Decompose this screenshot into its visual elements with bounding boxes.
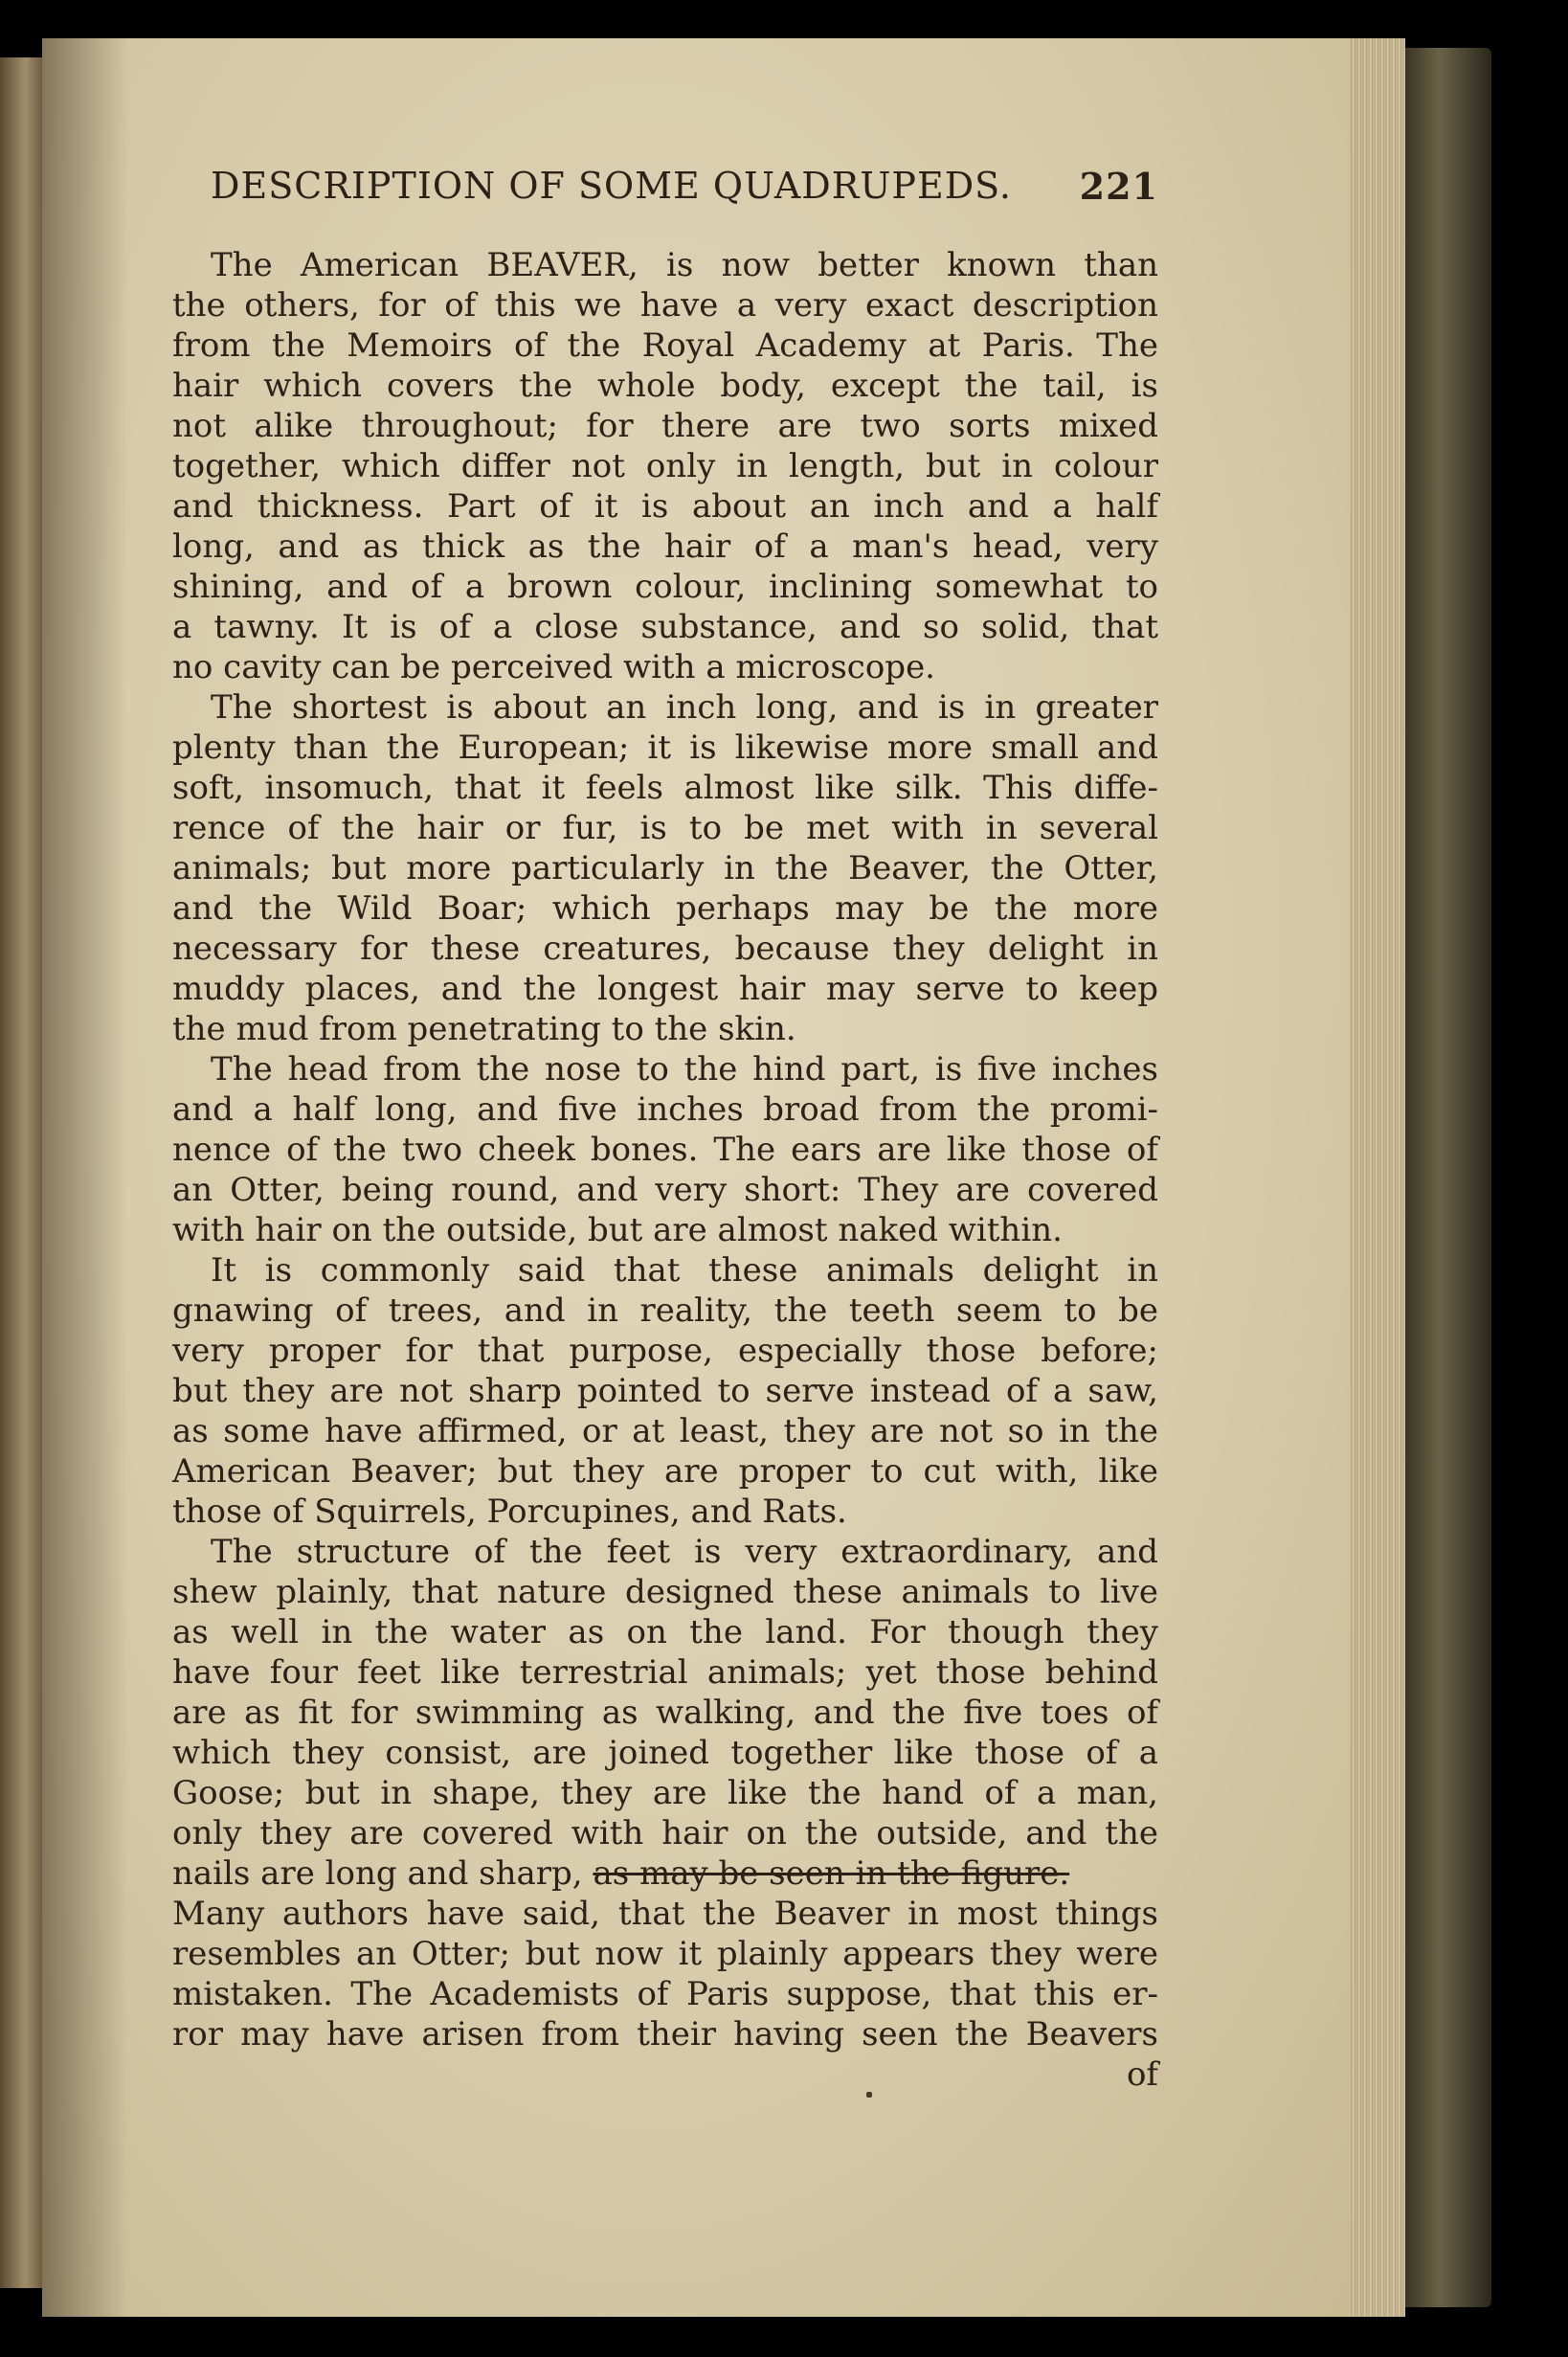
text-line: The structure of the feet is very extraordinary, and (211, 1533, 1158, 1571)
text-line: the mud from penetrating to the skin. (172, 1010, 796, 1048)
text-line: and a half long, and five inches broad from the promi- (172, 1090, 1158, 1129)
text-line: The shortest is about an inch long, and is in greater (211, 688, 1158, 727)
text-fragment: nails are long and sharp, (172, 1854, 583, 1893)
page-number: 221 (1079, 165, 1158, 208)
text-line: with hair on the outside, but are almost naked within. (172, 1211, 1063, 1249)
text-line: together, which differ not only in length, but in colour (172, 447, 1158, 485)
text-line: American Beaver; but they are proper to cut with, like (172, 1452, 1158, 1491)
text-line: only they are covered with hair on the outside, and the (172, 1814, 1158, 1852)
text-line: muddy places, and the longest hair may serve to keep (172, 970, 1158, 1008)
text-line: shining, and of a brown colour, inclining somewhat to (172, 568, 1158, 606)
text-line: long, and as thick as the hair of a man's head, very (172, 528, 1158, 566)
text-line: necessary for these creatures, because they delight in (172, 930, 1158, 968)
text-line: and the Wild Boar; which perhaps may be the more (172, 889, 1158, 928)
running-title: DESCRIPTION OF SOME QUADRUPEDS. (211, 165, 1012, 207)
text-line: mistaken. The Academists of Paris suppose, that this er- (172, 1975, 1158, 2013)
previous-leaf-edge (0, 57, 42, 2288)
fore-edge-pages (1350, 38, 1405, 2317)
text-line: which they consist, are joined together like those of a (172, 1734, 1158, 1772)
text-line: Many authors have said, that the Beaver in most things (172, 1895, 1158, 1933)
text-line: those of Squirrels, Porcupines, and Rats. (172, 1493, 847, 1531)
text-block (172, 153, 1158, 2221)
text-line: gnawing of trees, and in reality, the teeth seem to be (172, 1291, 1158, 1330)
book-cover-edge (1405, 48, 1491, 2307)
text-line: and thickness. Part of it is about an inch and a half (172, 487, 1158, 526)
text-line: animals; but more particularly in the Beaver, the Otter, (172, 849, 1158, 887)
gutter-shadow (42, 38, 128, 2317)
text-line: not alike throughout; for there are two sorts mixed (172, 407, 1158, 445)
text-line: soft, insomuch, that it feels almost like silk. This diffe- (172, 769, 1158, 807)
text-line: have four feet like terrestrial animals; yet those behind (172, 1653, 1158, 1692)
text-line: an Otter, being round, and very short: They are covered (172, 1171, 1158, 1209)
text-line: from the Memoirs of the Royal Academy at Paris. The (172, 326, 1158, 365)
text-line: as some have affirmed, or at least, they are not so in the (172, 1412, 1158, 1450)
text-line: the others, for of this we have a very exact description (172, 286, 1158, 325)
text-line: nence of the two cheek bones. The ears are like those of (172, 1131, 1158, 1169)
text-line: resembles an Otter; but now it plainly appears they were (172, 1935, 1158, 1973)
text-line: The head from the nose to the hind part, is five inches (211, 1050, 1158, 1089)
text-line: a tawny. It is of a close substance, and so solid, that (172, 608, 1158, 646)
text-line: are as fit for swimming as walking, and the five toes of (172, 1694, 1158, 1732)
text-line: shew plainly, that nature designed these animals to live (172, 1573, 1158, 1611)
text-line: but they are not sharp pointed to serve instead of a saw, (172, 1372, 1158, 1410)
text-line: hair which covers the whole body, except the tail, is (172, 367, 1158, 405)
running-head (172, 153, 1158, 220)
text-line: Goose; but in shape, they are like the hand of a man, (172, 1774, 1158, 1812)
catchword: of (1126, 2055, 1158, 2094)
text-line: It is commonly said that these animals delight in (211, 1251, 1158, 1290)
text-line: rence of the hair or fur, is to be met with in several (172, 809, 1158, 847)
text-line-with-strike (172, 1853, 1158, 1894)
struck-through-text: as may be seen in the figure. (593, 1854, 1070, 1893)
ink-speck (866, 2092, 872, 2098)
text-line: as well in the water as on the land. For though they (172, 1613, 1158, 1651)
text-line: no cavity can be perceived with a microscope. (172, 648, 935, 686)
text-line: The American BEAVER, is now better known than (211, 246, 1158, 284)
text-line: plenty than the European; it is likewise more small and (172, 729, 1158, 767)
text-line: ror may have arisen from their having seen the Beavers (172, 2015, 1158, 2054)
text-line: very proper for that purpose, especially those before; (172, 1332, 1158, 1370)
